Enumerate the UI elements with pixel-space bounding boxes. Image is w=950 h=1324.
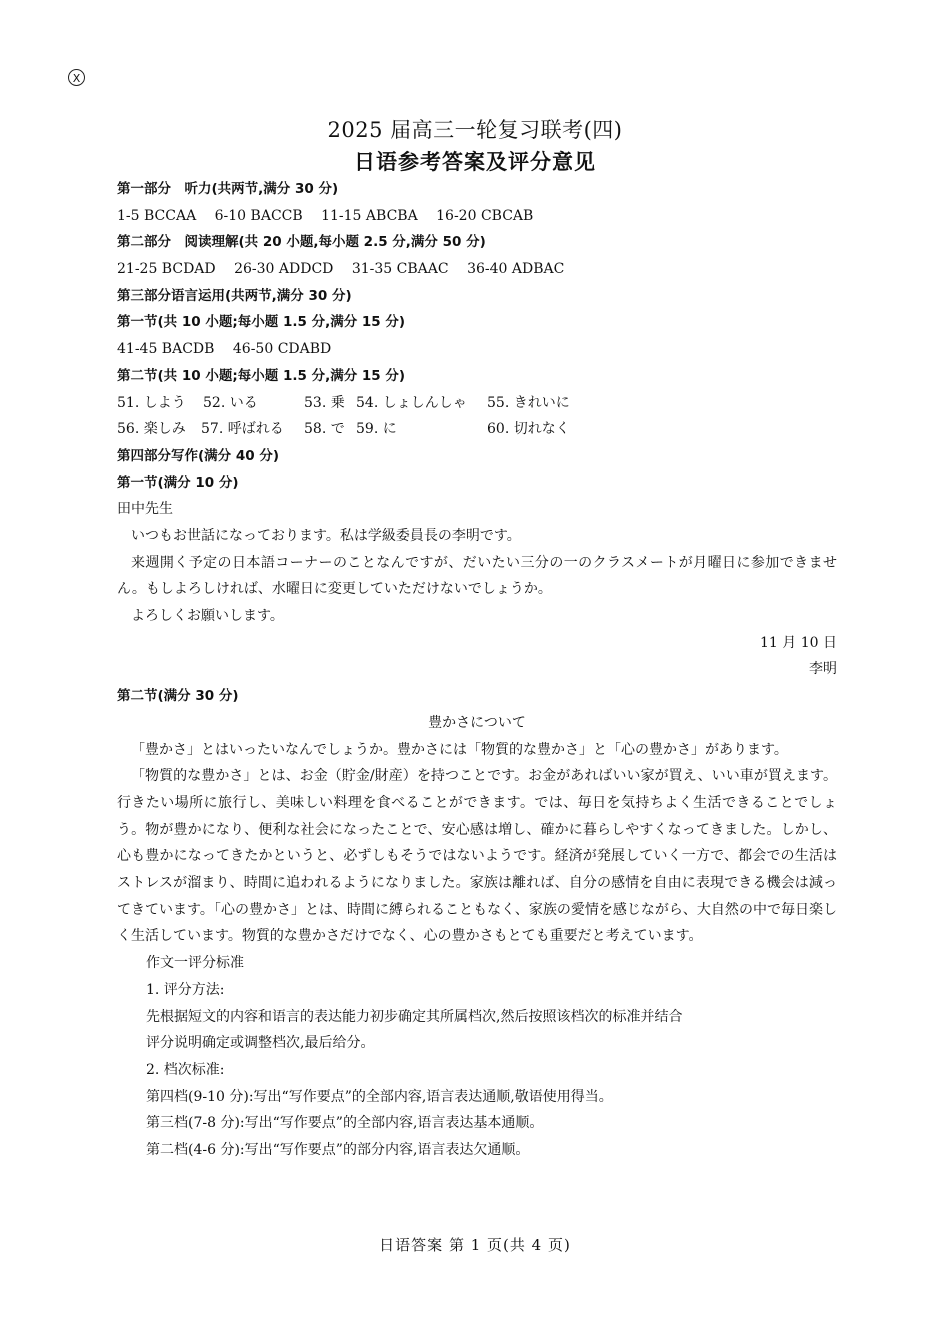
part3-section1-answers xyxy=(117,336,837,363)
essay-paragraph: 「物質的な豊かさ」とは、お金（貯金/財産）を持つことです。お金があればいい家が買え、いい車が買えます。行きたい場所に旅行し、美味しい料理を食べることができます。では、毎日を気持ちよく生活できることでしょう。物が豊かになり、便利な社会になったことで、安心感は増し、確かに暮らしやすくなってきました。しかし、心も豊かになってきたかというと、必ずしもそうではないようです。経済が発展していく一方で、都会での生活はストレスが溜まり、時間に追われるようになりました。家族は離れば、自分の感情を自由に表現できる機会は減ってきています。「心の豊かさ」とは、時間に縛られることもなく、家族の愛情を感じながら、大自然の中で毎日楽しく生活しています。物質的な豊かさだけでなく、心の豊かさもとても重要だと考えています。 xyxy=(117,768,837,945)
page-footer: 日语答案 第 1 页(共 4 页) xyxy=(379,1236,571,1254)
document-title: 日语参考答案及评分意见 xyxy=(354,150,596,174)
letter-paragraph: よろしくお願いします。 xyxy=(131,608,284,625)
part4-heading: 第四部分写作(满分 40 分) xyxy=(117,447,280,464)
criteria-method-text: 先根据短文的内容和语言的表达能力初步确定其所属档次,然后按照该档次的标准并结合 xyxy=(146,1008,683,1025)
answer-group: 41-45 BACDB xyxy=(117,341,215,358)
answer-group: 31-35 CBAAC xyxy=(351,261,449,278)
part4-section2-heading: 第二节(满分 30 分) xyxy=(117,688,239,705)
letter-paragraph: いつもお世話になっております。私は学級委員長の李明です。 xyxy=(131,527,521,544)
answer-group: 46-50 CDABD xyxy=(232,341,332,358)
letter-greeting: 田中先生 xyxy=(117,501,173,518)
letter-paragraph: 来週開く予定の日本語コーナーのことなんですが、だいたい三分の一のクラスメートが月曜日に参加できません。もしよろしければ、水曜日に変更していただけないでしょうか。 xyxy=(117,554,837,598)
fill-answer: 59. に xyxy=(356,421,397,438)
part1-heading: 第一部分 听力(共两节,满分 30 分) xyxy=(117,181,339,197)
answer-group: 21-25 BCDAD xyxy=(117,261,216,278)
criteria-method-text: 评分说明确定或调整档次,最后给分。 xyxy=(146,1035,375,1052)
fill-answer: 52. いる xyxy=(203,394,258,411)
part3-section1-heading: 第一节(共 10 小题;每小题 1.5 分,满分 15 分) xyxy=(117,314,406,331)
part4-section1-heading: 第一节(满分 10 分) xyxy=(117,474,239,491)
fill-answer: 58. で xyxy=(304,421,345,438)
fill-answer: 51. しよう xyxy=(117,394,186,411)
part1-answers xyxy=(117,203,837,230)
letter-date: 11 月 10 日 xyxy=(760,634,837,651)
fill-answer: 57. 呼ばれる xyxy=(201,421,284,438)
part3-section2-heading: 第二节(共 10 小题;每小题 1.5 分,满分 15 分) xyxy=(117,367,406,384)
corner-x-mark-icon: X xyxy=(68,69,85,86)
fill-answer: 54. しょしんしゃ xyxy=(356,394,467,411)
essay-paragraph: 「豊かさ」とはいったいなんでしょうか。豊かさには「物質的な豊かさ」と「心の豊かさ」があります。 xyxy=(131,741,788,758)
criteria-level-4: 第四档(9-10 分):写出“写作要点”的全部内容,语言表达通顺,敬语使用得当。 xyxy=(146,1088,613,1105)
essay-title: 豊かさについて xyxy=(428,714,526,731)
fill-answer: 53. 乗 xyxy=(304,394,345,411)
fill-answer: 56. 楽しみ xyxy=(117,421,186,438)
answer-group: 36-40 ADBAC xyxy=(467,261,565,278)
fill-answers-row-2 xyxy=(117,416,837,443)
answer-group: 11-15 ABCBA xyxy=(321,207,418,224)
criteria-levels-label: 2. 档次标准: xyxy=(146,1061,225,1078)
criteria-level-3: 第三档(7-8 分):写出“写作要点”的全部内容,语言表达基本通顺。 xyxy=(146,1115,544,1132)
part2-heading: 第二部分 阅读理解(共 20 小题,每小题 2.5 分,满分 50 分) xyxy=(117,234,486,251)
fill-answer: 60. 切れなく xyxy=(487,421,570,438)
fill-answer: 55. きれいに xyxy=(487,394,570,411)
answer-group: 1-5 BCCAA xyxy=(117,207,197,224)
criteria-heading: 作文一评分标准 xyxy=(146,955,244,972)
criteria-level-2: 第二档(4-6 分):写出“写作要点”的部分内容,语言表达欠通顺。 xyxy=(146,1141,530,1158)
fill-answers-row-1 xyxy=(117,390,837,417)
letter-signature: 李明 xyxy=(809,661,837,678)
answer-group: 6-10 BACCB xyxy=(214,207,303,224)
exam-title: 2025 届高三一轮复习联考(四) xyxy=(327,118,623,142)
answer-group: 16-20 CBCAB xyxy=(436,207,534,224)
part3-heading: 第三部分语言运用(共两节,满分 30 分) xyxy=(117,287,352,304)
answer-group: 26-30 ADDCD xyxy=(234,261,334,278)
document-body xyxy=(117,176,837,1164)
part2-answers xyxy=(117,256,837,283)
criteria-method-label: 1. 评分方法: xyxy=(146,981,225,998)
